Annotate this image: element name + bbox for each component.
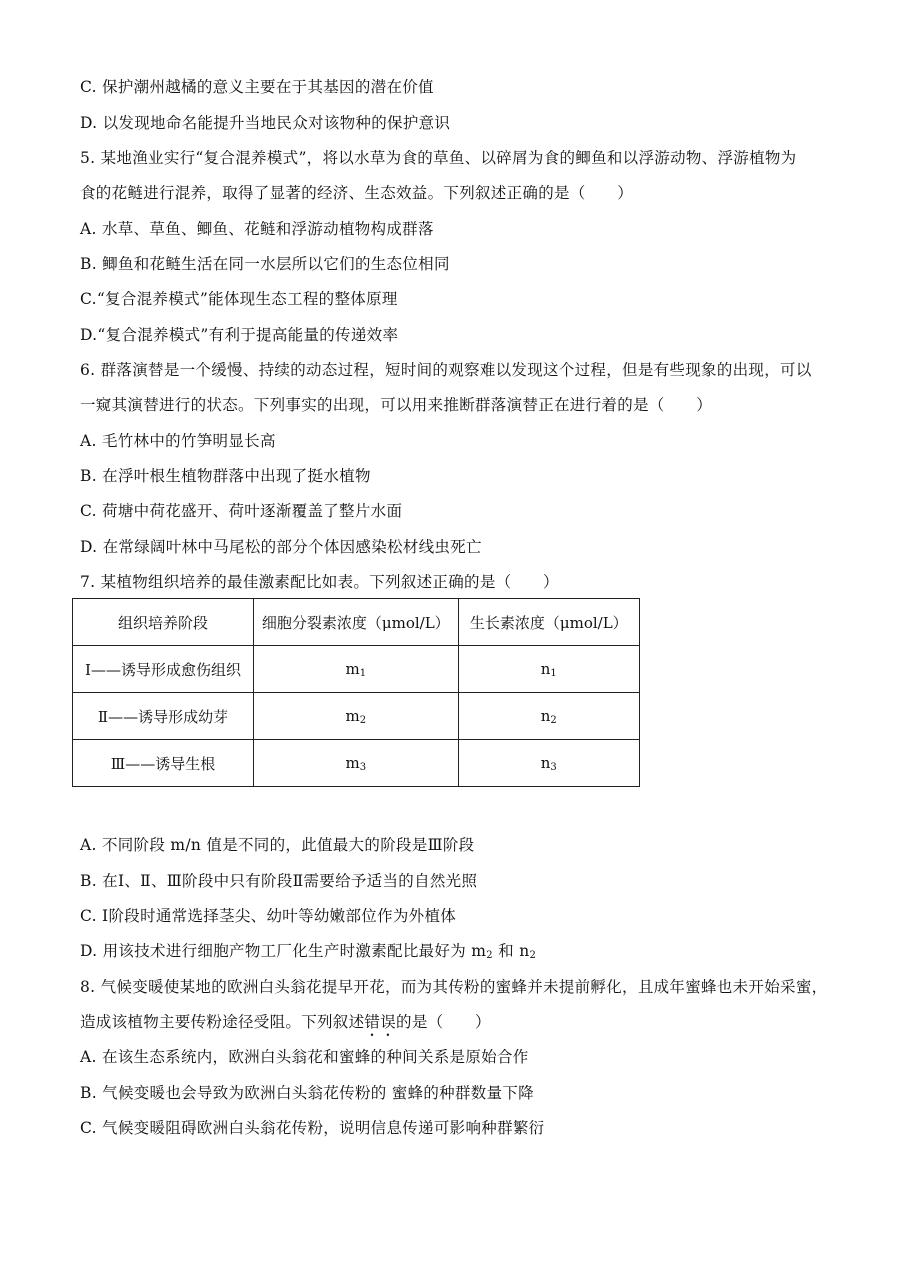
q6-stem-line-2: 一窥其演替进行的状态。下列事实的出现，可以用来推断群落演替正在进行着的是（ ） — [80, 396, 713, 414]
cytokinin-cell: $m_1$ — [253, 646, 458, 693]
stage-cell: Ⅲ——诱导生根 — [73, 740, 254, 787]
header-auxin: 生长素浓度（μmol/L） — [458, 599, 639, 646]
cytokinin-cell: $m_2$ — [253, 693, 458, 740]
q7-option-c: C. Ⅰ阶段时通常选择茎尖、幼叶等幼嫩部位作为外植体 — [80, 907, 457, 925]
q7-stem: 7. 某植物组织培养的最佳激素配比如表。下列叙述正确的是（ ） — [80, 573, 559, 591]
table-header-row — [73, 599, 640, 646]
q6-option-a: A. 毛竹林中的竹笋明显长高 — [80, 432, 276, 450]
q7-option-a: A. 不同阶段 m/n 值是不同的，此值最大的阶段是Ⅲ阶段 — [80, 836, 475, 854]
auxin-cell: $n_3$ — [458, 740, 639, 787]
q6-stem-line-1: 6. 群落演替是一个缓慢、持续的动态过程，短时间的观察难以发现这个过程，但是有些现象的出现，可以 — [80, 361, 812, 379]
hormone-ratio-table — [72, 598, 640, 787]
q6-option-d: D. 在常绿阔叶林中马尾松的部分个体因感染松材线虫死亡 — [80, 538, 482, 556]
stage-cell: Ⅰ——诱导形成愈伤组织 — [73, 646, 254, 693]
q8-option-b: B. 气候变暖也会导致为欧洲白头翁花传粉的 蜜蜂的种群数量下降 — [80, 1084, 534, 1102]
q8-option-a: A. 在该生态系统内，欧洲白头翁花和蜜蜂的种间关系是原始合作 — [80, 1048, 529, 1066]
auxin-cell: $n_1$ — [458, 646, 639, 693]
q5-option-b: B. 鲫鱼和花鲢生活在同一水层所以它们的生态位相同 — [80, 255, 450, 273]
auxin-cell: $n_2$ — [458, 693, 639, 740]
q5-option-d: D.“复合混养模式”有利于提高能量的传递效率 — [80, 326, 399, 344]
header-cytokinin: 细胞分裂素浓度（μmol/L） — [253, 599, 458, 646]
q5-stem-line-1: 5. 某地渔业实行“复合混养模式”，将以水草为食的草鱼、以碎屑为食的鲫鱼和以浮游动物、浮游植物为 — [80, 149, 797, 167]
table-row — [73, 740, 640, 787]
stage-cell: Ⅱ——诱导形成幼芽 — [73, 693, 254, 740]
q6-option-c: C. 荷塘中荷花盛开、荷叶逐渐覆盖了整片水面 — [80, 502, 403, 520]
q5-stem-line-2: 食的花鲢进行混养，取得了显著的经济、生态效益。下列叙述正确的是（ ） — [80, 184, 634, 202]
header-stage: 组织培养阶段 — [73, 599, 254, 646]
q8-stem-line-1: 8. 气候变暖使某地的欧洲白头翁花提早开花，而为其传粉的蜜蜂并未提前孵化，且成年蜜蜂也未开始采蜜， — [80, 978, 828, 996]
q8-option-c: C. 气候变暖阻碍欧洲白头翁花传粉，说明信息传递可影响种群繁衍 — [80, 1119, 545, 1137]
q8-stem-line-2: 造成该植物主要传粉途径受阻。下列叙述错误的是（ ） — [80, 1013, 491, 1031]
table-row — [73, 646, 640, 693]
q5-option-a: A. 水草、草鱼、鲫鱼、花鲢和浮游动植物构成群落 — [80, 220, 434, 238]
emphasized-word: 错误 — [364, 1013, 397, 1031]
table-row — [73, 693, 640, 740]
q7-option-b: B. 在Ⅰ、Ⅱ、Ⅲ阶段中只有阶段Ⅱ需要给予适当的自然光照 — [80, 872, 478, 890]
q6-option-b: B. 在浮叶根生植物群落中出现了挺水植物 — [80, 467, 371, 485]
q5-option-c: C.“复合混养模式”能体现生态工程的整体原理 — [80, 290, 398, 308]
q4-option-c: C. 保护潮州越橘的意义主要在于其基因的潜在价值 — [80, 78, 434, 96]
q7-option-d: D. 用该技术进行细胞产物工厂化生产时激素配比最好为 $m_2$ 和 $n_2$ — [80, 942, 537, 961]
q4-option-d: D. 以发现地命名能提升当地民众对该物种的保护意识 — [80, 114, 451, 132]
cytokinin-cell: $m_3$ — [253, 740, 458, 787]
